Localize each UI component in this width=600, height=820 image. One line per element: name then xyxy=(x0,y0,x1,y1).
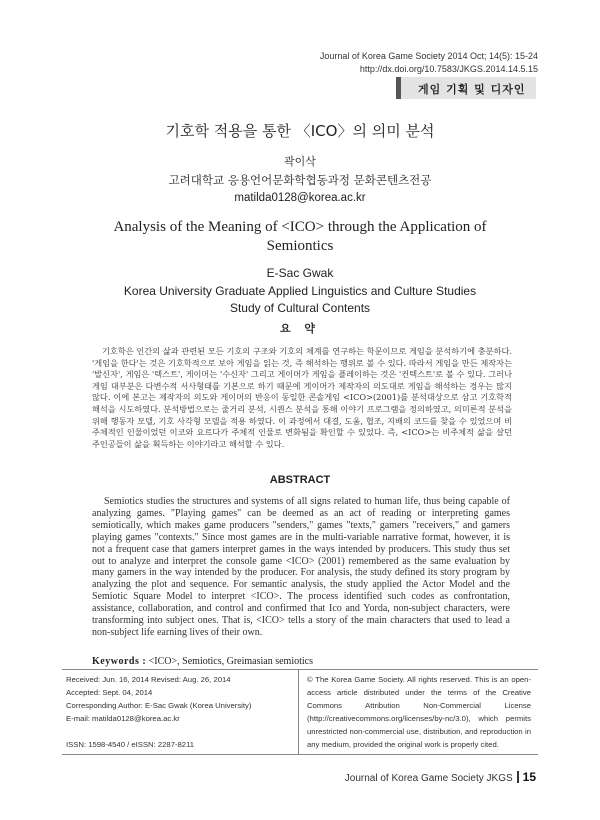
korean-abstract-text: 기호학은 인간의 삶과 관련된 모든 기호의 구조와 기호의 체계를 연구하는 학문이므로 게임을 분석하기에 충분하다. '게임을 한다'는 것은 기호학적으로 보아 게임을 읽는 것, 즉 해석하는 행위로 볼 수 있다. 따라서 게임을 만든 제작자는 '발신자', 게임은 '텍스트', 게이머는 '수신자' 그리고 게이머가 게임을 플레이하는 것은 '컨텍스트'로 볼 수 있다. 그러나 게임 대부분은 다변수적 서사형태를 기본으로 하기 때문에 게이머가 제작자의 의도대로 게임을 해석하는 경우는 많지 않다. 이에 본고는 제작자의 의도와 게이머의 반응이 동일한 콘솔게임 <ICO>(2001)를 분석대상으로 삼고 기호학적 해석을 시도하였다. 분석방법으로는 줄거리 분석, 시퀀스 분석을 통해 이야기 프로그램을 정의하였고, 의미론적 분석을 위해 행동자 모델, 기호 사각형 모델을 적용 하였다. 이 과정에서 대결, 도움, 협조, 지배의 코드를 찾을 수 있었으며 비주체적인 인물이었던 이코와 요르다가 주체적 인물로 변화됨을 확인할 수 있었다. 즉, <ICO>는 비주체적 삶을 살던 주인공들이 삶을 획득하는 이야기라고 해석할 수 있다. xyxy=(92,346,512,449)
corresponding-author: Corresponding Author: E-Sac Gwak (Korea University) xyxy=(66,701,252,710)
footer-journal-name: Journal of Korea Game Society JKGS xyxy=(344,773,513,784)
english-abstract-heading: ABSTRACT xyxy=(269,474,331,486)
received-info xyxy=(66,673,294,751)
keywords-label: Keywords : xyxy=(92,656,147,667)
english-author: E-Sac Gwak xyxy=(266,266,334,280)
section-tag xyxy=(396,77,536,99)
english-abstract xyxy=(92,496,510,639)
info-box-divider xyxy=(298,669,299,754)
issn: ISSN: 1598-4540 / eISSN: 2287-8211 xyxy=(66,740,195,749)
korean-abstract-heading: 요 약 xyxy=(279,322,321,335)
author-email: matilda0128@korea.ac.kr xyxy=(234,192,366,204)
korean-abstract xyxy=(92,346,512,450)
section-tag-bar xyxy=(396,77,401,99)
corresponding-email: E-mail: matilda0128@korea.ac.kr xyxy=(66,714,180,723)
doi-link[interactable]: http://dx.doi.org/10.7583/JKGS.2014.14.5.15 xyxy=(359,64,538,74)
info-box-top-rule xyxy=(62,669,538,670)
received-revised-dates: Received: Jun. 16, 2014 Revised: Aug. 26, 2014 xyxy=(66,675,231,684)
info-box-bottom-rule xyxy=(62,754,538,755)
english-abstract-text: Semiotics studies the structures and systems of all signs related to human life, thus being capable of analyzing games. "Playing games" can be deemed as an act of reading or interpreting games semiotically, which makes game producers "senders," games "texts," gamers "receivers," and gamers playing games "contexts." Since most games are in the multi-variable narrative format, however, it is not a frequent case that gamers interpret games in the ways intended by producers. This study thus set out to analyze and interpret the console game <ICO> (2001) remembered as the same evaluation by many gamers in the way intended by the producer. For analysis, the study defined its story program by analyzing the plot and sequence. For semantic analysis, the study applied the Actor Model and the Semiotic Square Model to interpret <ICO>. The process identified such codes as confrontation, assistance, collaboration, and control and confirmed that Ico and Yorda, non-subject characters, were transforming into subject ones. That is, <ICO> tells a story of the main characters that used to lead a non-subject life earning lives of their own. xyxy=(92,496,510,638)
keywords xyxy=(92,656,313,667)
section-tag-label: 게임 기획 및 디자인 xyxy=(418,83,526,96)
english-affiliation-line2: Study of Cultural Contents xyxy=(229,301,371,315)
accepted-date: Accepted: Sept. 04, 2014 xyxy=(66,688,153,697)
page-footer xyxy=(345,770,536,784)
page-number: 15 xyxy=(522,770,536,784)
license-notice: © The Korea Game Society. All rights reserved. This is an open-access article distributed under the terms of the Creative Commons Attribution Non-Commercial License (http://creativecommons.org/licenses/by-nc/3.0), which permits unrestricted non-commercial use, distribution, and reproduction in any medium, provided the original work is properly cited. xyxy=(307,675,531,749)
footer-separator xyxy=(517,771,519,783)
keywords-list: <ICO>, Semiotics, Greimasian semiotics xyxy=(148,656,313,667)
korean-affiliation: 고려대학교 응용언어문화학협동과정 문화콘텐츠전공 xyxy=(168,173,432,187)
english-title: Analysis of the Meaning of <ICO> through the Application of Semiontics xyxy=(113,219,487,254)
english-affiliation: Korea University Graduate Applied Linguistics and Culture Studies xyxy=(123,284,477,298)
korean-title: 기호학 적용을 통한 〈ICO〉의 의미 분석 xyxy=(165,122,435,140)
journal-citation xyxy=(320,50,538,76)
korean-author: 곽이삭 xyxy=(284,155,316,168)
journal-citation-line: Journal of Korea Game Society 2014 Oct; 14(5): 15-24 xyxy=(319,51,538,61)
